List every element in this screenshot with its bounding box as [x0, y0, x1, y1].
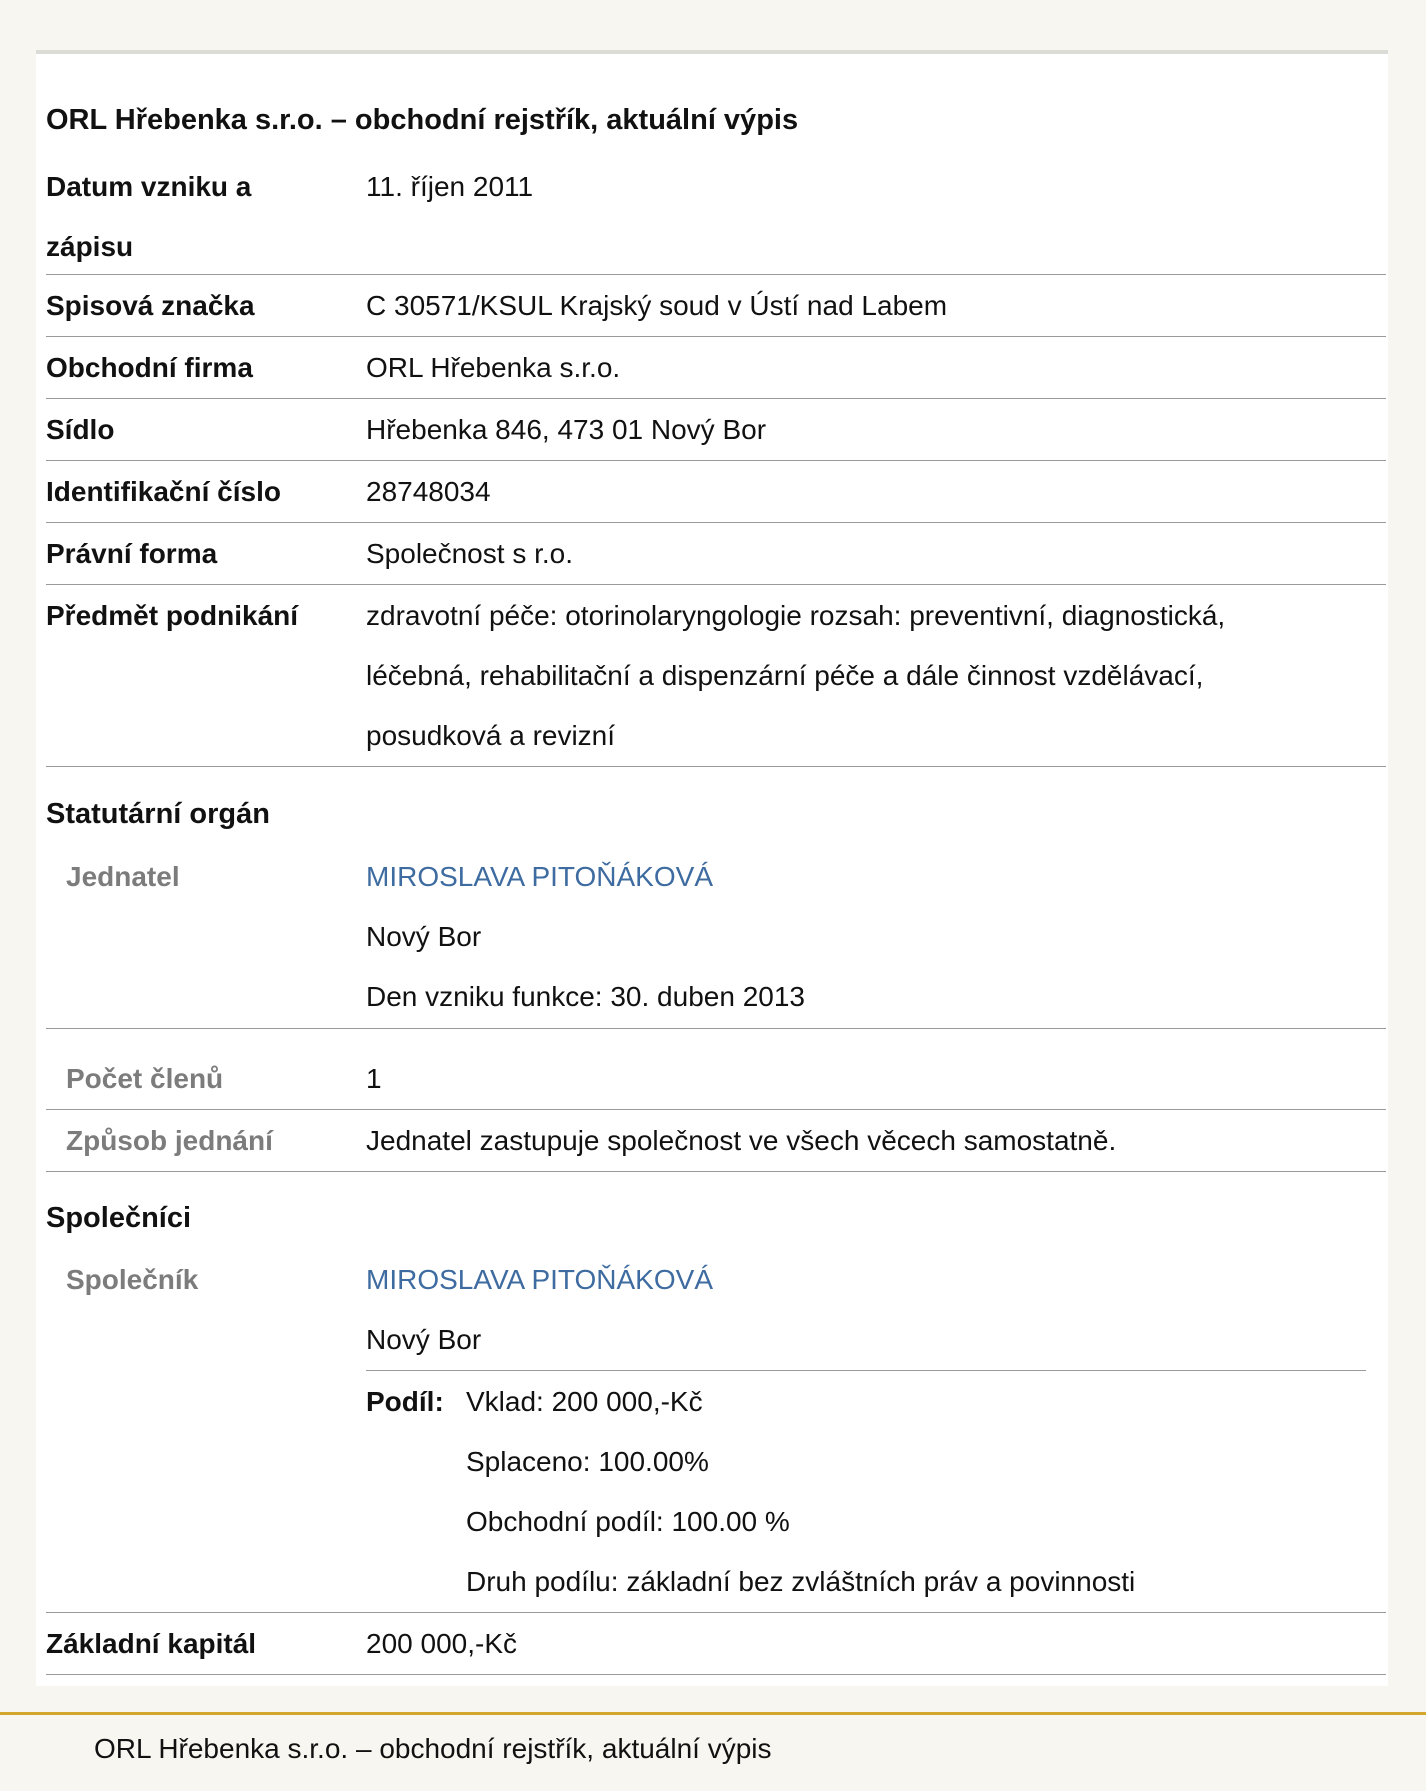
row-label: Identifikační číslo: [46, 476, 281, 507]
row-pravni-forma: [46, 524, 1386, 585]
podil-line: Vklad: 200 000,-Kč: [466, 1386, 703, 1417]
person-city: Nový Bor: [366, 921, 482, 952]
podil-line: Obchodní podíl: 100.00 %: [466, 1506, 790, 1537]
row-label: Spisová značka: [46, 290, 255, 321]
podil-line: Druh podílu: základní bez zvláštních práv a povinnosti: [466, 1566, 1136, 1597]
row-value: 28748034: [366, 476, 491, 507]
row-value: 1: [366, 1063, 382, 1094]
row-value: [366, 847, 805, 1027]
row-label: Obchodní firma: [46, 352, 253, 383]
row-value: C 30571/KSUL Krajský soud v Ústí nad Labem: [366, 290, 948, 321]
row-identifikacni-cislo: [46, 462, 1386, 523]
row-value: 11. říjen 2011: [366, 171, 534, 202]
row-value: 200 000,-Kč: [366, 1628, 517, 1659]
row-label: Právní forma: [46, 538, 218, 569]
row-zakladni-kapital: [46, 1614, 1386, 1675]
row-label: Sídlo: [46, 414, 115, 445]
row-spisova-znacka: [46, 276, 1386, 337]
section-statutarni-organ: Statutární orgán: [46, 798, 270, 830]
row-sublabel: Počet členů: [66, 1063, 224, 1094]
registry-card: [36, 50, 1388, 1686]
row-spolecnik: [46, 1250, 1386, 1613]
row-sidlo: [46, 400, 1386, 461]
row-value: [366, 586, 1225, 766]
row-datum-vzniku: [46, 157, 1386, 275]
footer-title: ORL Hřebenka s.r.o. – obchodní rejstřík, aktuální výpis: [94, 1733, 772, 1764]
person-link[interactable]: MIROSLAVA PITOŇÁKOVÁ: [366, 1264, 713, 1295]
podil-value: [466, 1372, 1135, 1612]
podil-label: Podíl:: [366, 1386, 444, 1417]
label-line: zápisu: [46, 231, 134, 262]
row-value: Hřebenka 846, 473 01 Nový Bor: [366, 414, 767, 445]
person-city: Nový Bor: [366, 1324, 482, 1355]
value-line: zdravotní péče: otorinolaryngologie rozsah: preventivní, diagnostická,: [366, 600, 1226, 631]
row-value: Jednatel zastupuje společnost ve všech věcech samostatně.: [366, 1125, 1117, 1156]
row-predmet-podnikani: [46, 586, 1386, 767]
row-label: Základní kapitál: [46, 1628, 257, 1659]
row-jednatel: [46, 847, 1386, 1029]
row-label: [46, 157, 251, 277]
row-sublabel: Společník: [66, 1264, 199, 1295]
row-value: [366, 1250, 713, 1370]
value-line: léčebná, rehabilitační a dispenzární péče a dále činnost vzdělávací,: [366, 660, 1204, 691]
footer: [0, 1712, 1426, 1791]
function-since: Den vzniku funkce: 30. duben 2013: [366, 981, 805, 1012]
row-sublabel: Jednatel: [66, 861, 180, 892]
label-line: Datum vzniku a: [46, 171, 252, 202]
podil-line: Splaceno: 100.00%: [466, 1446, 709, 1477]
row-pocet-clenu: [46, 1049, 1386, 1110]
row-value: Společnost s r.o.: [366, 538, 574, 569]
row-value: ORL Hřebenka s.r.o.: [366, 352, 621, 383]
value-line: posudková a revizní: [366, 720, 616, 751]
row-sublabel: Způsob jednání: [66, 1125, 273, 1156]
row-zpusob-jednani: [46, 1111, 1386, 1172]
row-obchodni-firma: [46, 338, 1386, 399]
divider: [366, 1370, 1366, 1371]
row-label: Předmět podnikání: [46, 600, 299, 631]
section-spolecnici: Společníci: [46, 1202, 192, 1234]
page-title: ORL Hřebenka s.r.o. – obchodní rejstřík, aktuální výpis: [46, 104, 799, 136]
person-link[interactable]: MIROSLAVA PITOŇÁKOVÁ: [366, 861, 713, 892]
